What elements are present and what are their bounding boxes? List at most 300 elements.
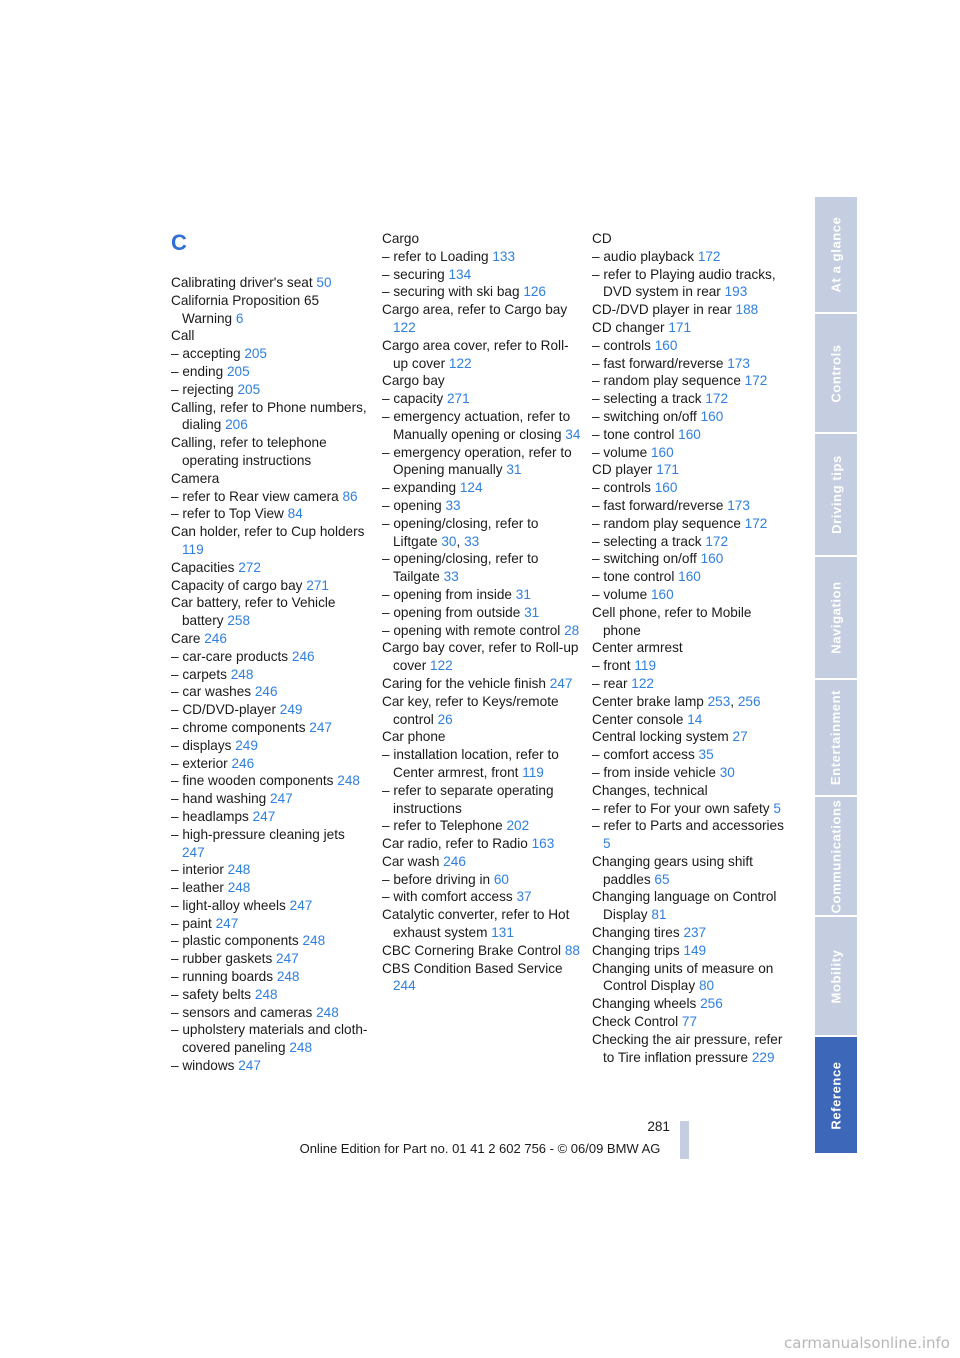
entry-term: – refer to Rear view camera — [171, 488, 339, 504]
entry-term: – with comfort access — [382, 889, 513, 905]
page-link[interactable]: 31 — [515, 586, 531, 602]
entry-term: – rear — [592, 675, 628, 691]
page-link[interactable]: 124 — [459, 480, 483, 496]
entry-term: CD-/DVD player in rear — [592, 302, 732, 318]
page-link[interactable]: 256 — [737, 693, 761, 709]
entry-term: – safety belts — [171, 986, 252, 1002]
section-tab-mobility[interactable] — [815, 917, 857, 1037]
entry-term: – emergency operation, refer to Opening manually — [382, 444, 572, 478]
entry-term: – random play sequence — [592, 373, 741, 389]
entry-term: Capacities — [171, 559, 235, 575]
page-link[interactable]: 119 — [522, 764, 544, 780]
page-link[interactable]: 30 — [719, 764, 735, 780]
index-entry — [592, 1031, 792, 1067]
entry-term: – accepting — [171, 346, 241, 362]
entry-term: Calling, refer to telephone operating instructions — [171, 435, 327, 468]
index-entry — [592, 782, 792, 800]
index-entry — [592, 337, 792, 355]
page-link[interactable]: 133 — [492, 248, 516, 264]
entry-term: – front — [592, 658, 631, 674]
page-link[interactable]: 50 — [316, 275, 332, 290]
index-entry — [592, 301, 792, 319]
entry-term: – emergency actuation, refer to Manually opening or closing — [382, 408, 571, 442]
entry-term: Checking the air pressure, refer to Tire inflation pressure — [592, 1031, 783, 1065]
page-link[interactable]: 173 — [727, 355, 750, 371]
page-link[interactable]: 27 — [732, 729, 748, 745]
page-link[interactable]: 160 — [678, 426, 701, 442]
index-entry — [171, 701, 371, 719]
index-entry — [171, 399, 371, 435]
page-link[interactable]: 5 — [603, 836, 611, 852]
index-entry — [592, 319, 792, 337]
index-entry — [171, 1021, 371, 1057]
page-link[interactable]: 271 — [447, 391, 470, 407]
index-entry — [171, 968, 371, 986]
entry-term: – hand washing — [171, 791, 267, 807]
index-entry — [382, 817, 582, 835]
page-link[interactable]: 33 — [464, 533, 480, 549]
entry-term: – expanding — [382, 480, 457, 496]
entry-term: – refer to Loading — [382, 248, 489, 264]
index-entry — [382, 248, 582, 266]
index-entry — [171, 719, 371, 737]
index-entry — [592, 444, 792, 462]
page-link[interactable]: 247 — [309, 719, 332, 735]
page-separator: , — [730, 693, 738, 709]
entry-term: Changing wheels — [592, 996, 697, 1012]
index-entry — [382, 639, 582, 675]
entry-term: Car battery, refer to Vehicle battery — [171, 595, 336, 629]
index-entry — [592, 586, 792, 604]
footer-text: Online Edition for Part no. 01 41 2 602 756 - © 06/09 BMW AG — [299, 1141, 661, 1156]
page-link[interactable]: 122 — [430, 658, 453, 674]
page-link[interactable]: 119 — [182, 541, 204, 557]
entry-term: – light-alloy wheels — [171, 897, 286, 913]
page-link[interactable]: 160 — [654, 337, 678, 353]
page-link[interactable]: 248 — [302, 933, 326, 949]
index-entry — [382, 942, 582, 960]
index-entry — [171, 1057, 371, 1075]
entry-term: Cargo — [382, 231, 420, 246]
page-link[interactable]: 77 — [681, 1014, 698, 1030]
index-entry — [382, 372, 582, 390]
entry-term: – opening from inside — [382, 586, 512, 602]
page-link[interactable]: 247 — [252, 808, 276, 824]
page-link[interactable]: 247 — [549, 675, 573, 691]
index-entry — [171, 666, 371, 684]
page-link[interactable]: 81 — [651, 907, 667, 923]
entry-term: Cell phone, refer to Mobile phone — [592, 604, 752, 638]
index-entry — [592, 355, 792, 373]
page-link[interactable]: 247 — [270, 791, 293, 807]
index-entry — [382, 586, 582, 604]
page-link[interactable]: 244 — [393, 978, 416, 994]
section-tab-reference[interactable] — [815, 1037, 857, 1155]
index-entry — [171, 861, 371, 879]
section-tab-at-a-glance[interactable] — [815, 197, 857, 314]
index-entry — [382, 301, 582, 337]
entry-term: – refer to separate operating instructions — [382, 782, 554, 816]
index-entry — [592, 568, 792, 586]
entry-term: – sensors and cameras — [171, 1004, 313, 1020]
page-link[interactable]: 160 — [650, 444, 674, 460]
index-entry — [382, 835, 582, 853]
entry-term: – displays — [171, 737, 232, 753]
index-entry — [171, 772, 371, 790]
page-link[interactable]: 205 — [226, 363, 250, 379]
index-entry — [382, 266, 582, 284]
page-link[interactable]: 248 — [337, 773, 360, 789]
index-entry — [171, 648, 371, 666]
page-link[interactable]: 122 — [631, 675, 654, 691]
index-entry — [592, 230, 792, 248]
page-link[interactable]: 30 — [441, 533, 457, 549]
entry-term: – interior — [171, 862, 224, 878]
index-entry — [592, 639, 792, 657]
page-link[interactable]: 31 — [524, 604, 540, 620]
index-entry — [171, 986, 371, 1004]
entry-term: – random play sequence — [592, 515, 741, 531]
page-link[interactable]: 14 — [687, 711, 703, 727]
page-link[interactable]: 35 — [698, 747, 714, 763]
section-tab-communications[interactable] — [815, 797, 857, 917]
section-tab-navigation[interactable] — [815, 557, 857, 680]
page-link[interactable]: 256 — [700, 996, 723, 1012]
entry-term: Call — [171, 328, 195, 344]
index-entry — [592, 248, 792, 266]
entry-term: – refer to For your own safety — [592, 800, 770, 816]
entry-term: CD — [592, 231, 612, 246]
page-link[interactable]: 60 — [493, 871, 509, 887]
page-link[interactable]: 271 — [306, 577, 329, 593]
entry-term: – car-care products — [171, 648, 289, 664]
index-entry — [592, 657, 792, 675]
page-link[interactable]: 134 — [448, 266, 472, 282]
page-link[interactable]: 246 — [291, 648, 315, 664]
entry-term: Cargo bay cover, refer to Roll-up cover — [382, 640, 579, 674]
page-link[interactable]: 193 — [724, 284, 748, 300]
entry-term: – opening/closing, refer to Tailgate — [382, 551, 539, 585]
index-entry — [382, 746, 582, 782]
index-entry — [382, 693, 582, 729]
index-entry — [171, 755, 371, 773]
entry-term: Changing language on Control Display — [592, 889, 777, 923]
entry-term: CD changer — [592, 319, 665, 335]
entry-term: – switching on/off — [592, 551, 697, 567]
page-link[interactable]: 34 — [565, 426, 581, 442]
page-link[interactable]: 149 — [683, 942, 707, 958]
index-entry — [382, 479, 582, 497]
section-tab-label: At a glance — [828, 216, 844, 293]
page-link[interactable]: 160 — [678, 569, 701, 585]
index-entry — [382, 444, 582, 480]
entry-term: – from inside vehicle — [592, 764, 716, 780]
entry-term: Capacity of cargo bay — [171, 577, 303, 593]
entry-term: – securing with ski bag — [382, 284, 520, 300]
entry-term: – comfort access — [592, 747, 695, 763]
section-tab-driving-tips[interactable] — [815, 434, 857, 557]
entry-term: Camera — [171, 470, 220, 486]
page-link[interactable]: 205 — [237, 381, 261, 397]
entry-term: California Proposition 65 Warning — [171, 292, 320, 326]
page-link[interactable]: 126 — [523, 284, 546, 300]
entry-term: – selecting a track — [592, 533, 702, 549]
page-link[interactable]: 122 — [448, 355, 472, 371]
entry-term: – exterior — [171, 755, 228, 771]
page-link[interactable]: 229 — [751, 1049, 775, 1065]
index-entry — [171, 523, 371, 559]
page-link[interactable]: 172 — [705, 391, 729, 407]
page-separator: , — [456, 533, 465, 549]
index-entry — [592, 942, 792, 960]
index-entry — [592, 728, 792, 746]
page-link[interactable]: 247 — [276, 951, 299, 967]
section-tab-controls[interactable] — [815, 314, 857, 434]
page-link[interactable]: 246 — [443, 853, 466, 869]
entry-term: – CD/DVD-player — [171, 702, 276, 718]
entry-term: – opening/closing, refer to Liftgate — [382, 515, 539, 549]
entry-term: – opening from outside — [382, 604, 521, 620]
index-entry — [382, 906, 582, 942]
index-entry — [592, 995, 792, 1013]
section-tab-label: Communications — [828, 799, 844, 913]
page-link[interactable]: 246 — [204, 630, 227, 646]
entry-term: – refer to Parts and accessories — [592, 818, 784, 834]
index-entry — [382, 390, 582, 408]
watermark: carmanualsonline.info — [784, 1334, 950, 1352]
entry-term: – refer to Telephone — [382, 818, 503, 834]
section-tab-label: Reference — [828, 1060, 844, 1130]
page-link[interactable]: 248 — [316, 1004, 339, 1020]
index-entry — [382, 283, 582, 301]
entry-term: – refer to Playing audio tracks, DVD system in rear — [592, 266, 776, 300]
index-entry — [171, 683, 371, 701]
entry-term: – opening with remote control — [382, 622, 561, 638]
index-entry — [171, 488, 371, 506]
page-link[interactable]: 86 — [342, 488, 358, 504]
index-entry — [171, 577, 371, 595]
index-entry — [382, 960, 582, 996]
index-entry — [592, 746, 792, 764]
page-link[interactable]: 122 — [393, 319, 416, 335]
entry-term: CD player — [592, 462, 653, 478]
page-link[interactable]: 248 — [289, 1040, 313, 1056]
entry-term: Calling, refer to Phone numbers, dialing — [171, 399, 367, 433]
page-link[interactable]: 28 — [564, 622, 580, 638]
page-link[interactable]: 160 — [700, 408, 724, 424]
index-entry — [171, 950, 371, 968]
page-link[interactable]: 272 — [238, 559, 261, 575]
section-tab-label: Driving tips — [828, 455, 844, 534]
page-link[interactable]: 163 — [531, 836, 555, 852]
section-letter: C — [171, 230, 187, 255]
page-link[interactable]: 160 — [650, 586, 674, 602]
index-entry — [592, 533, 792, 551]
page-link[interactable]: 80 — [698, 978, 715, 994]
page-link[interactable]: 248 — [276, 969, 300, 985]
entry-term: – capacity — [382, 391, 444, 407]
index-entry — [382, 230, 582, 248]
page-link[interactable]: 33 — [443, 569, 459, 585]
index-entry — [592, 408, 792, 426]
page-link[interactable]: 119 — [634, 658, 656, 674]
entry-term: – plastic components — [171, 933, 299, 949]
index-entry — [171, 345, 371, 363]
section-tab-label: Mobility — [828, 949, 844, 1003]
entry-term: Caring for the vehicle finish — [382, 675, 546, 691]
index-entry — [171, 915, 371, 933]
entry-term: – upholstery materials and cloth-covered paneling — [171, 1022, 368, 1056]
entry-term: – chrome components — [171, 719, 306, 735]
entry-term: – running boards — [171, 969, 274, 985]
index-entry — [382, 337, 582, 373]
entry-term: – car washes — [171, 684, 252, 700]
index-entry — [171, 932, 371, 950]
entry-term: – opening — [382, 497, 442, 513]
page-link[interactable]: 188 — [735, 302, 759, 318]
index-entry — [171, 594, 371, 630]
index-entry — [592, 372, 792, 390]
index-entry — [592, 675, 792, 693]
page-link[interactable]: 202 — [506, 818, 530, 834]
page-link[interactable]: 172 — [744, 515, 768, 531]
entry-term: Care — [171, 630, 201, 646]
entry-term: – refer to Top View — [171, 506, 284, 522]
page-link[interactable]: 172 — [705, 533, 729, 549]
page-link[interactable]: 237 — [683, 925, 707, 941]
index-entry — [382, 497, 582, 515]
entry-term: CBS Condition Based Service — [382, 960, 563, 976]
entry-term: CBC Cornering Brake Control — [382, 942, 562, 958]
entry-term: – selecting a track — [592, 391, 702, 407]
entry-term: – switching on/off — [592, 408, 697, 424]
entry-term: – controls — [592, 337, 651, 353]
index-entry — [382, 622, 582, 640]
page-link[interactable]: 160 — [700, 551, 724, 567]
index-entry — [592, 693, 792, 711]
page-link[interactable]: 37 — [516, 889, 532, 905]
index-entry — [171, 1004, 371, 1022]
index-entry — [592, 266, 792, 302]
entry-term: Cargo area cover, refer to Roll-up cover — [382, 337, 569, 371]
page-link[interactable]: 248 — [227, 880, 251, 896]
page-link[interactable]: 249 — [279, 702, 303, 718]
index-entry — [592, 390, 792, 408]
entry-term: Car key, refer to Keys/remote control — [382, 693, 559, 727]
page-link[interactable]: 26 — [437, 711, 453, 727]
page-link[interactable]: 88 — [564, 942, 580, 958]
index-entry — [592, 461, 792, 479]
page-link[interactable]: 5 — [773, 800, 781, 816]
entry-term: Check Control — [592, 1014, 679, 1030]
page-link[interactable]: 33 — [445, 497, 461, 513]
index-entry — [171, 292, 371, 328]
page-link[interactable]: 84 — [287, 506, 303, 522]
section-tab-label: Entertainment — [828, 689, 844, 786]
section-tabs — [815, 197, 857, 1155]
index-entry — [171, 505, 371, 523]
entry-term: – leather — [171, 880, 224, 896]
index-entry — [592, 888, 792, 924]
page-link[interactable]: 248 — [230, 666, 254, 682]
entry-term: – rejecting — [171, 381, 234, 397]
page-link[interactable]: 131 — [491, 925, 514, 941]
page-link[interactable]: 171 — [656, 462, 679, 478]
entry-term: Calibrating driver's seat — [171, 275, 313, 290]
page-link[interactable]: 172 — [697, 248, 721, 264]
index-entry — [171, 274, 371, 292]
page-link[interactable]: 205 — [244, 346, 267, 362]
index-entry — [592, 426, 792, 444]
index-entry — [592, 550, 792, 568]
index-entry — [592, 497, 792, 515]
index-entry — [171, 470, 371, 488]
page-link[interactable]: 247 — [238, 1058, 261, 1074]
index-entry — [382, 782, 582, 818]
entry-term: Car wash — [382, 853, 440, 869]
index-entry — [592, 711, 792, 729]
page-number: 281 — [647, 1119, 670, 1134]
entry-term: – volume — [592, 444, 648, 460]
entry-term: – windows — [171, 1058, 235, 1074]
page-link[interactable]: 160 — [654, 480, 678, 496]
page-link[interactable]: 247 — [182, 844, 205, 860]
page-link[interactable]: 246 — [231, 755, 255, 771]
page-link[interactable]: 249 — [235, 737, 258, 753]
page-link[interactable]: 171 — [668, 319, 692, 335]
index-entry — [592, 924, 792, 942]
entry-term: Cargo area, refer to Cargo bay — [382, 302, 568, 318]
page-link[interactable]: 248 — [254, 986, 278, 1002]
page-link[interactable]: 253 — [707, 693, 731, 709]
section-tab-label: Navigation — [828, 581, 844, 654]
page-link[interactable]: 65 — [654, 871, 670, 887]
index-entry — [382, 888, 582, 906]
page-link[interactable]: 6 — [235, 310, 244, 326]
index-entry — [592, 817, 792, 853]
entry-term: Car phone — [382, 729, 446, 745]
entry-term: – controls — [592, 480, 651, 496]
index-entry — [171, 381, 371, 399]
page-link[interactable]: 172 — [744, 373, 768, 389]
index-entry — [382, 408, 582, 444]
entry-term: Changing units of measure on Control Display — [592, 960, 774, 994]
page-link[interactable]: 248 — [227, 862, 251, 878]
page-link[interactable]: 246 — [254, 684, 278, 700]
section-tab-entertainment[interactable] — [815, 680, 857, 797]
section-tab-label: Controls — [828, 343, 844, 403]
entry-term: Center brake lamp — [592, 693, 704, 709]
page-link[interactable]: 258 — [227, 613, 251, 629]
entry-term: – fine wooden components — [171, 773, 334, 789]
index-entry — [171, 559, 371, 577]
entry-term: – ending — [171, 363, 224, 379]
page-link[interactable]: 31 — [506, 462, 522, 478]
entry-term: Center armrest — [592, 640, 683, 656]
page-link[interactable]: 173 — [727, 497, 750, 513]
page-link[interactable]: 247 — [215, 915, 239, 931]
entry-term: – fast forward/reverse — [592, 355, 724, 371]
entry-term: Center console — [592, 711, 684, 727]
entry-term: – tone control — [592, 569, 675, 585]
index-column-1 — [171, 230, 371, 1075]
entry-term: – volume — [592, 586, 648, 602]
entry-term: Cargo bay — [382, 373, 445, 389]
index-entry — [592, 960, 792, 996]
page-link[interactable]: 206 — [225, 417, 248, 433]
page-link[interactable]: 247 — [289, 897, 313, 913]
entry-term: Can holder, refer to Cup holders — [171, 524, 365, 540]
